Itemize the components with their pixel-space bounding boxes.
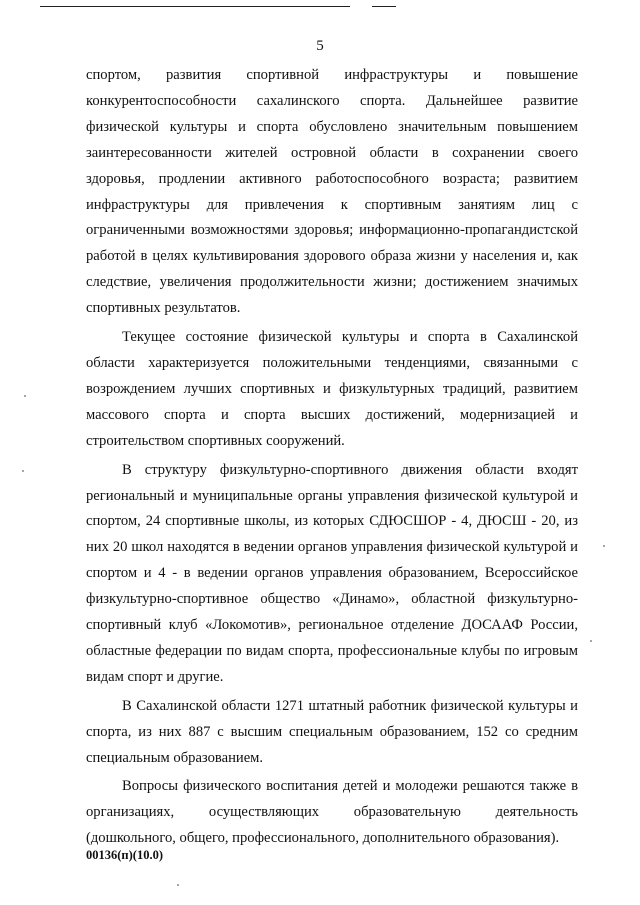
scan-speck: [603, 545, 605, 547]
scan-speck: [22, 470, 24, 472]
scan-speck: [24, 395, 26, 397]
paragraph-current-state: Текущее состояние физической культуры и спорта в Сахалинской области характеризуется положительными тенденциями, связанными с возрождением лучших спортивных и физкультурных традиций, развитием массового спорта и спорта высших достижений, модернизацией и строительством спортивных сооружений.: [86, 329, 578, 449]
top-border-line: [40, 6, 350, 7]
page-number: 5: [316, 38, 324, 54]
scan-speck: [590, 640, 592, 642]
document-body: [86, 63, 578, 852]
document-code: 00136(п)(10.0): [86, 848, 163, 862]
paragraph-staff: В Сахалинской области 1271 штатный работник физической культуры и спорта, из них 887 с высшим специальным образованием, 152 со средним специальным образованием.: [86, 697, 578, 766]
paragraph-education: Вопросы физического воспитания детей и молодежи решаются также в организациях, осуществляющих образовательную деятельность (дошкольного, общего, профессионального, дополнительного образования).: [86, 778, 578, 847]
scan-speck: [177, 884, 179, 886]
top-border-fragment: [372, 6, 396, 7]
paragraph-structure: В структуру физкультурно-спортивного движения области входят региональный и муниципальные органы управления физической культурой и спортом, 24 спортивные школы, из которых СДЮСШОР - 4, ДЮСШ - 20, из них 20 школ находятся в ведении органов управления физической культурой и спортом и 4 - в ведении органов управления образованием, Всероссийское физкультурно-спортивное общество «Динамо», областной физкультурно-спортивный клуб «Локомотив», региональное отделение ДОСААФ России, областные федерации по видам спорта, профессиональные клубы по игровым видам спорт и другие.: [86, 461, 578, 685]
paragraph-continuation: спортом, развития спортивной инфраструктуры и повышение конкурентоспособности сахалинского спорта. Дальнейшее развитие физической культуры и спорта обусловлено значительным повышением заинтересованности жителей островной области в сохранении своего здоровья, продлении активного работоспособного возраста; развитием инфраструктуры для привлечения к спортивным занятиям лиц с ограниченными возможностями здоровья; информационно-пропагандистской работой в целях культивирования здорового образа жизни у населения и, как следствие, увеличения продолжительности жизни; достижением значимых спортивных результатов.: [86, 67, 578, 317]
